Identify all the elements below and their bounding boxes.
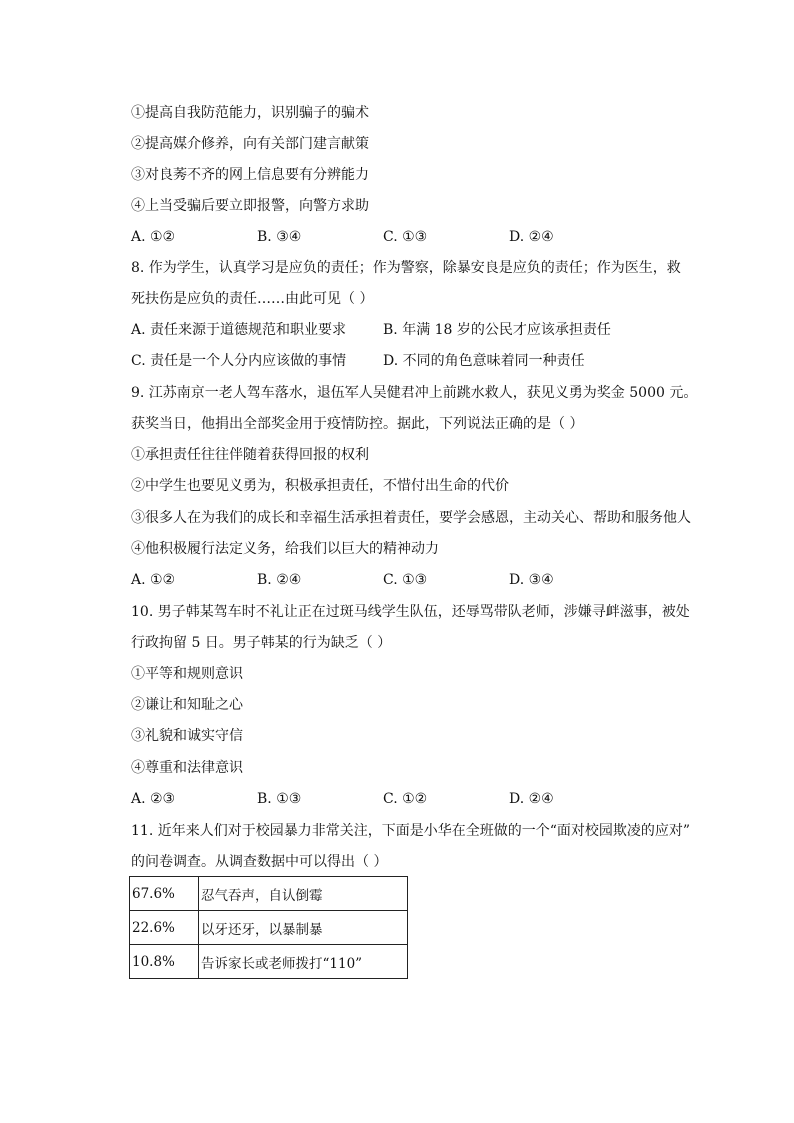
q7-item-4: ④上当受骗后要立即报警，向警方求助 — [131, 198, 369, 214]
q9-stem-line1: 9. 江苏南京一老人驾车落水，退伍军人吴健君冲上前跳水救人，获见义勇为奖金 5000 元。 — [131, 385, 698, 401]
q8-option-c: C. 责任是一个人分内应该做的事情 — [131, 353, 347, 369]
q10-option-a: A. ②③ — [131, 791, 176, 807]
q7-option-b: B. ③④ — [257, 229, 302, 245]
q9-option-c: C. ①③ — [383, 572, 428, 588]
q9-stem-line2: 获奖当日，他捐出全部奖金用于疫情防控。据此，下列说法正确的是（ ） — [131, 416, 584, 432]
q9-option-a: A. ①② — [131, 572, 176, 588]
q7-option-a: A. ①② — [131, 229, 176, 245]
q8-option-b: B. 年满 18 岁的公民才应该承担责任 — [383, 322, 611, 338]
table-row — [130, 911, 408, 945]
table-row — [130, 945, 408, 979]
survey-table — [129, 876, 408, 979]
q10-item-1: ①平等和规则意识 — [131, 666, 243, 682]
q10-stem-line1: 10. 男子韩某驾车时不礼让正在过斑马线学生队伍，还辱骂带队老师，涉嫌寻衅滋事，被处 — [131, 604, 690, 620]
q9-item-4: ④他积极履行法定义务，给我们以巨大的精神动力 — [131, 541, 439, 557]
q7-option-c: C. ①③ — [383, 229, 428, 245]
q10-option-c: C. ①② — [383, 791, 428, 807]
q8-option-a: A. 责任来源于道德规范和职业要求 — [131, 322, 347, 338]
table-cell-response: 以牙还牙，以暴制暴 — [199, 911, 408, 945]
q10-stem-line2: 行政拘留 5 日。男子韩某的行为缺乏（ ） — [131, 635, 392, 651]
q7-item-1: ①提高自我防范能力，识别骗子的骗术 — [131, 105, 369, 121]
table-cell-response: 告诉家长或老师拨打“110” — [199, 945, 408, 979]
q9-item-3: ③很多人在为我们的成长和幸福生活承担着责任，要学会感恩，主动关心、帮助和服务他人 — [131, 510, 691, 526]
q10-item-4: ④尊重和法律意识 — [131, 760, 243, 776]
q10-item-2: ②谦让和知耻之心 — [131, 697, 243, 713]
table-cell-percent: 10.8% — [130, 945, 199, 979]
q11-stem-line2: 的问卷调查。从调查数据中可以得出（ ） — [131, 854, 388, 870]
q7-option-d: D. ②④ — [509, 229, 554, 245]
table-cell-percent: 67.6% — [130, 877, 199, 911]
q9-item-2: ②中学生也要见义勇为，积极承担责任，不惜付出生命的代价 — [131, 478, 509, 494]
q7-item-3: ③对良莠不齐的网上信息要有分辨能力 — [131, 167, 369, 183]
q8-stem-line2: 死扶伤是应负的责任……由此可见（ ） — [131, 291, 374, 307]
q8-stem-line1: 8. 作为学生，认真学习是应负的责任；作为警察，除暴安良是应负的责任；作为医生，救 — [131, 260, 681, 276]
q9-option-b: B. ②④ — [257, 572, 302, 588]
q10-option-b: B. ①③ — [257, 791, 302, 807]
q8-option-d: D. 不同的角色意味着同一种责任 — [383, 353, 585, 369]
q7-item-2: ②提高媒介修养，向有关部门建言献策 — [131, 136, 369, 152]
q9-option-d: D. ③④ — [509, 572, 554, 588]
table-cell-percent: 22.6% — [130, 911, 199, 945]
q10-item-3: ③礼貌和诚实守信 — [131, 728, 243, 744]
table-cell-response: 忍气吞声，自认倒霉 — [199, 877, 408, 911]
q10-option-d: D. ②④ — [509, 791, 554, 807]
q11-stem-line1: 11. 近年来人们对于校园暴力非常关注，下面是小华在全班做的一个“面对校园欺凌的应对” — [131, 823, 691, 839]
table-row — [130, 877, 408, 911]
q9-item-1: ①承担责任往往伴随着获得回报的权利 — [131, 447, 369, 463]
